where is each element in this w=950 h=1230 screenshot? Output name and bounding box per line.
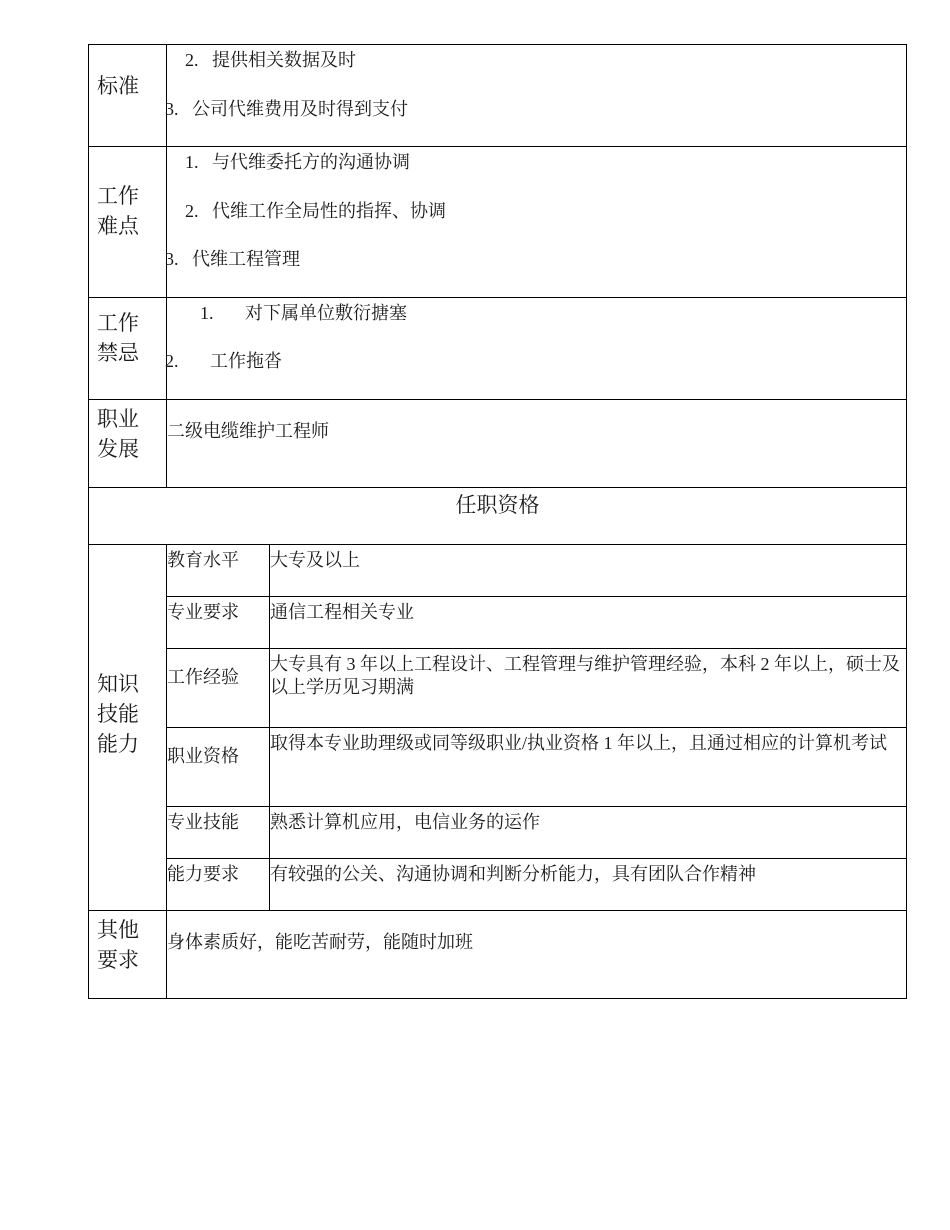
taboo-item <box>167 302 906 351</box>
qualification-key <box>167 858 270 910</box>
key-text: 专业要求 <box>167 601 239 622</box>
career-text: 二级电缆维护工程师 <box>167 420 329 441</box>
value-text: 通信工程相关专业 <box>270 601 414 622</box>
item-number: 1. <box>200 302 214 323</box>
qualification-heading-row <box>89 487 907 544</box>
label-line: 职业 <box>97 406 139 431</box>
item-text: 对下属单位敷衍搪塞 <box>245 302 407 323</box>
difficulty-item <box>165 248 906 297</box>
qualification-key <box>167 727 270 806</box>
difficulty-row <box>89 147 907 298</box>
standard-item <box>167 49 906 98</box>
qualification-value <box>270 858 907 910</box>
item-text: 工作拖沓 <box>210 351 282 371</box>
standard-item <box>165 98 906 147</box>
difficulty-item <box>167 200 906 249</box>
item-text: 提供相关数据及时 <box>212 50 356 70</box>
qualification-value <box>270 727 907 806</box>
standard-row <box>89 45 907 147</box>
label-line: 知识 <box>97 671 139 696</box>
other-text: 身体素质好，能吃苦耐劳，能随时加班 <box>167 931 473 952</box>
taboo-label <box>89 297 167 399</box>
difficulty-label <box>89 147 167 298</box>
qualification-value <box>270 648 907 727</box>
qualification-heading <box>89 487 907 544</box>
other-content <box>167 910 907 998</box>
difficulty-content <box>167 147 907 298</box>
key-text: 专业技能 <box>167 811 239 832</box>
item-number: 2. <box>185 200 199 221</box>
qualification-value <box>270 596 907 648</box>
job-description-table <box>88 44 907 999</box>
standard-label-text: 标准 <box>97 74 139 98</box>
qualification-row <box>89 806 907 858</box>
item-number: 2. <box>165 351 179 371</box>
item-text: 代维工程管理 <box>192 249 300 269</box>
job-description-sheet <box>88 44 907 999</box>
label-line: 能力 <box>97 731 139 756</box>
career-content <box>167 399 907 487</box>
item-text: 代维工作全局性的指挥、协调 <box>212 200 446 221</box>
taboo-item <box>165 350 906 399</box>
standard-label <box>89 45 167 147</box>
key-text: 教育水平 <box>167 549 239 570</box>
value-text: 大专及以上 <box>270 549 360 570</box>
standard-content <box>167 45 907 147</box>
item-number: 3. <box>165 98 179 119</box>
section-title: 任职资格 <box>455 492 540 517</box>
qualification-key <box>167 544 270 596</box>
label-line: 禁忌 <box>97 340 139 365</box>
qualification-row <box>89 544 907 596</box>
qualification-row <box>89 858 907 910</box>
label-line: 工作 <box>97 310 139 335</box>
label-line: 发展 <box>97 436 139 461</box>
knowledge-skill-label <box>89 544 167 910</box>
career-row <box>89 399 907 487</box>
qualification-key <box>167 648 270 727</box>
other-label <box>89 910 167 998</box>
label-line: 工作 <box>97 184 139 208</box>
label-line: 技能 <box>97 701 139 726</box>
key-text: 职业资格 <box>167 745 239 766</box>
qualification-value <box>270 544 907 596</box>
qualification-value <box>270 806 907 858</box>
item-number: 1. <box>185 152 199 172</box>
qualification-key <box>167 596 270 648</box>
difficulty-item <box>167 151 906 200</box>
qualification-row <box>89 596 907 648</box>
value-text: 熟悉计算机应用，电信业务的运作 <box>270 811 540 832</box>
label-line: 要求 <box>97 947 139 972</box>
label-line: 难点 <box>97 214 139 238</box>
key-text: 能力要求 <box>167 863 239 884</box>
career-label <box>89 399 167 487</box>
other-row <box>89 910 907 998</box>
qualification-key <box>167 806 270 858</box>
item-text: 公司代维费用及时得到支付 <box>192 98 408 119</box>
item-text: 与代维委托方的沟通协调 <box>212 152 410 172</box>
label-line: 其他 <box>97 917 139 942</box>
value-text: 有较强的公关、沟通协调和判断分析能力，具有团队合作精神 <box>270 863 756 884</box>
qualification-row <box>89 648 907 727</box>
qualification-row <box>89 727 907 806</box>
item-number: 3. <box>165 249 179 269</box>
item-number: 2. <box>185 50 199 70</box>
taboo-content <box>167 297 907 399</box>
taboo-row <box>89 297 907 399</box>
value-text: 取得本专业助理级或同等级职业/执业资格 1 年以上，且通过相应的计算机考试 <box>270 732 887 753</box>
value-text: 大专具有 3 年以上工程设计、工程管理与维护管理经验，本科 2 年以上，硕士及以上学历见习期满 <box>270 653 900 697</box>
key-text: 工作经验 <box>167 666 239 687</box>
